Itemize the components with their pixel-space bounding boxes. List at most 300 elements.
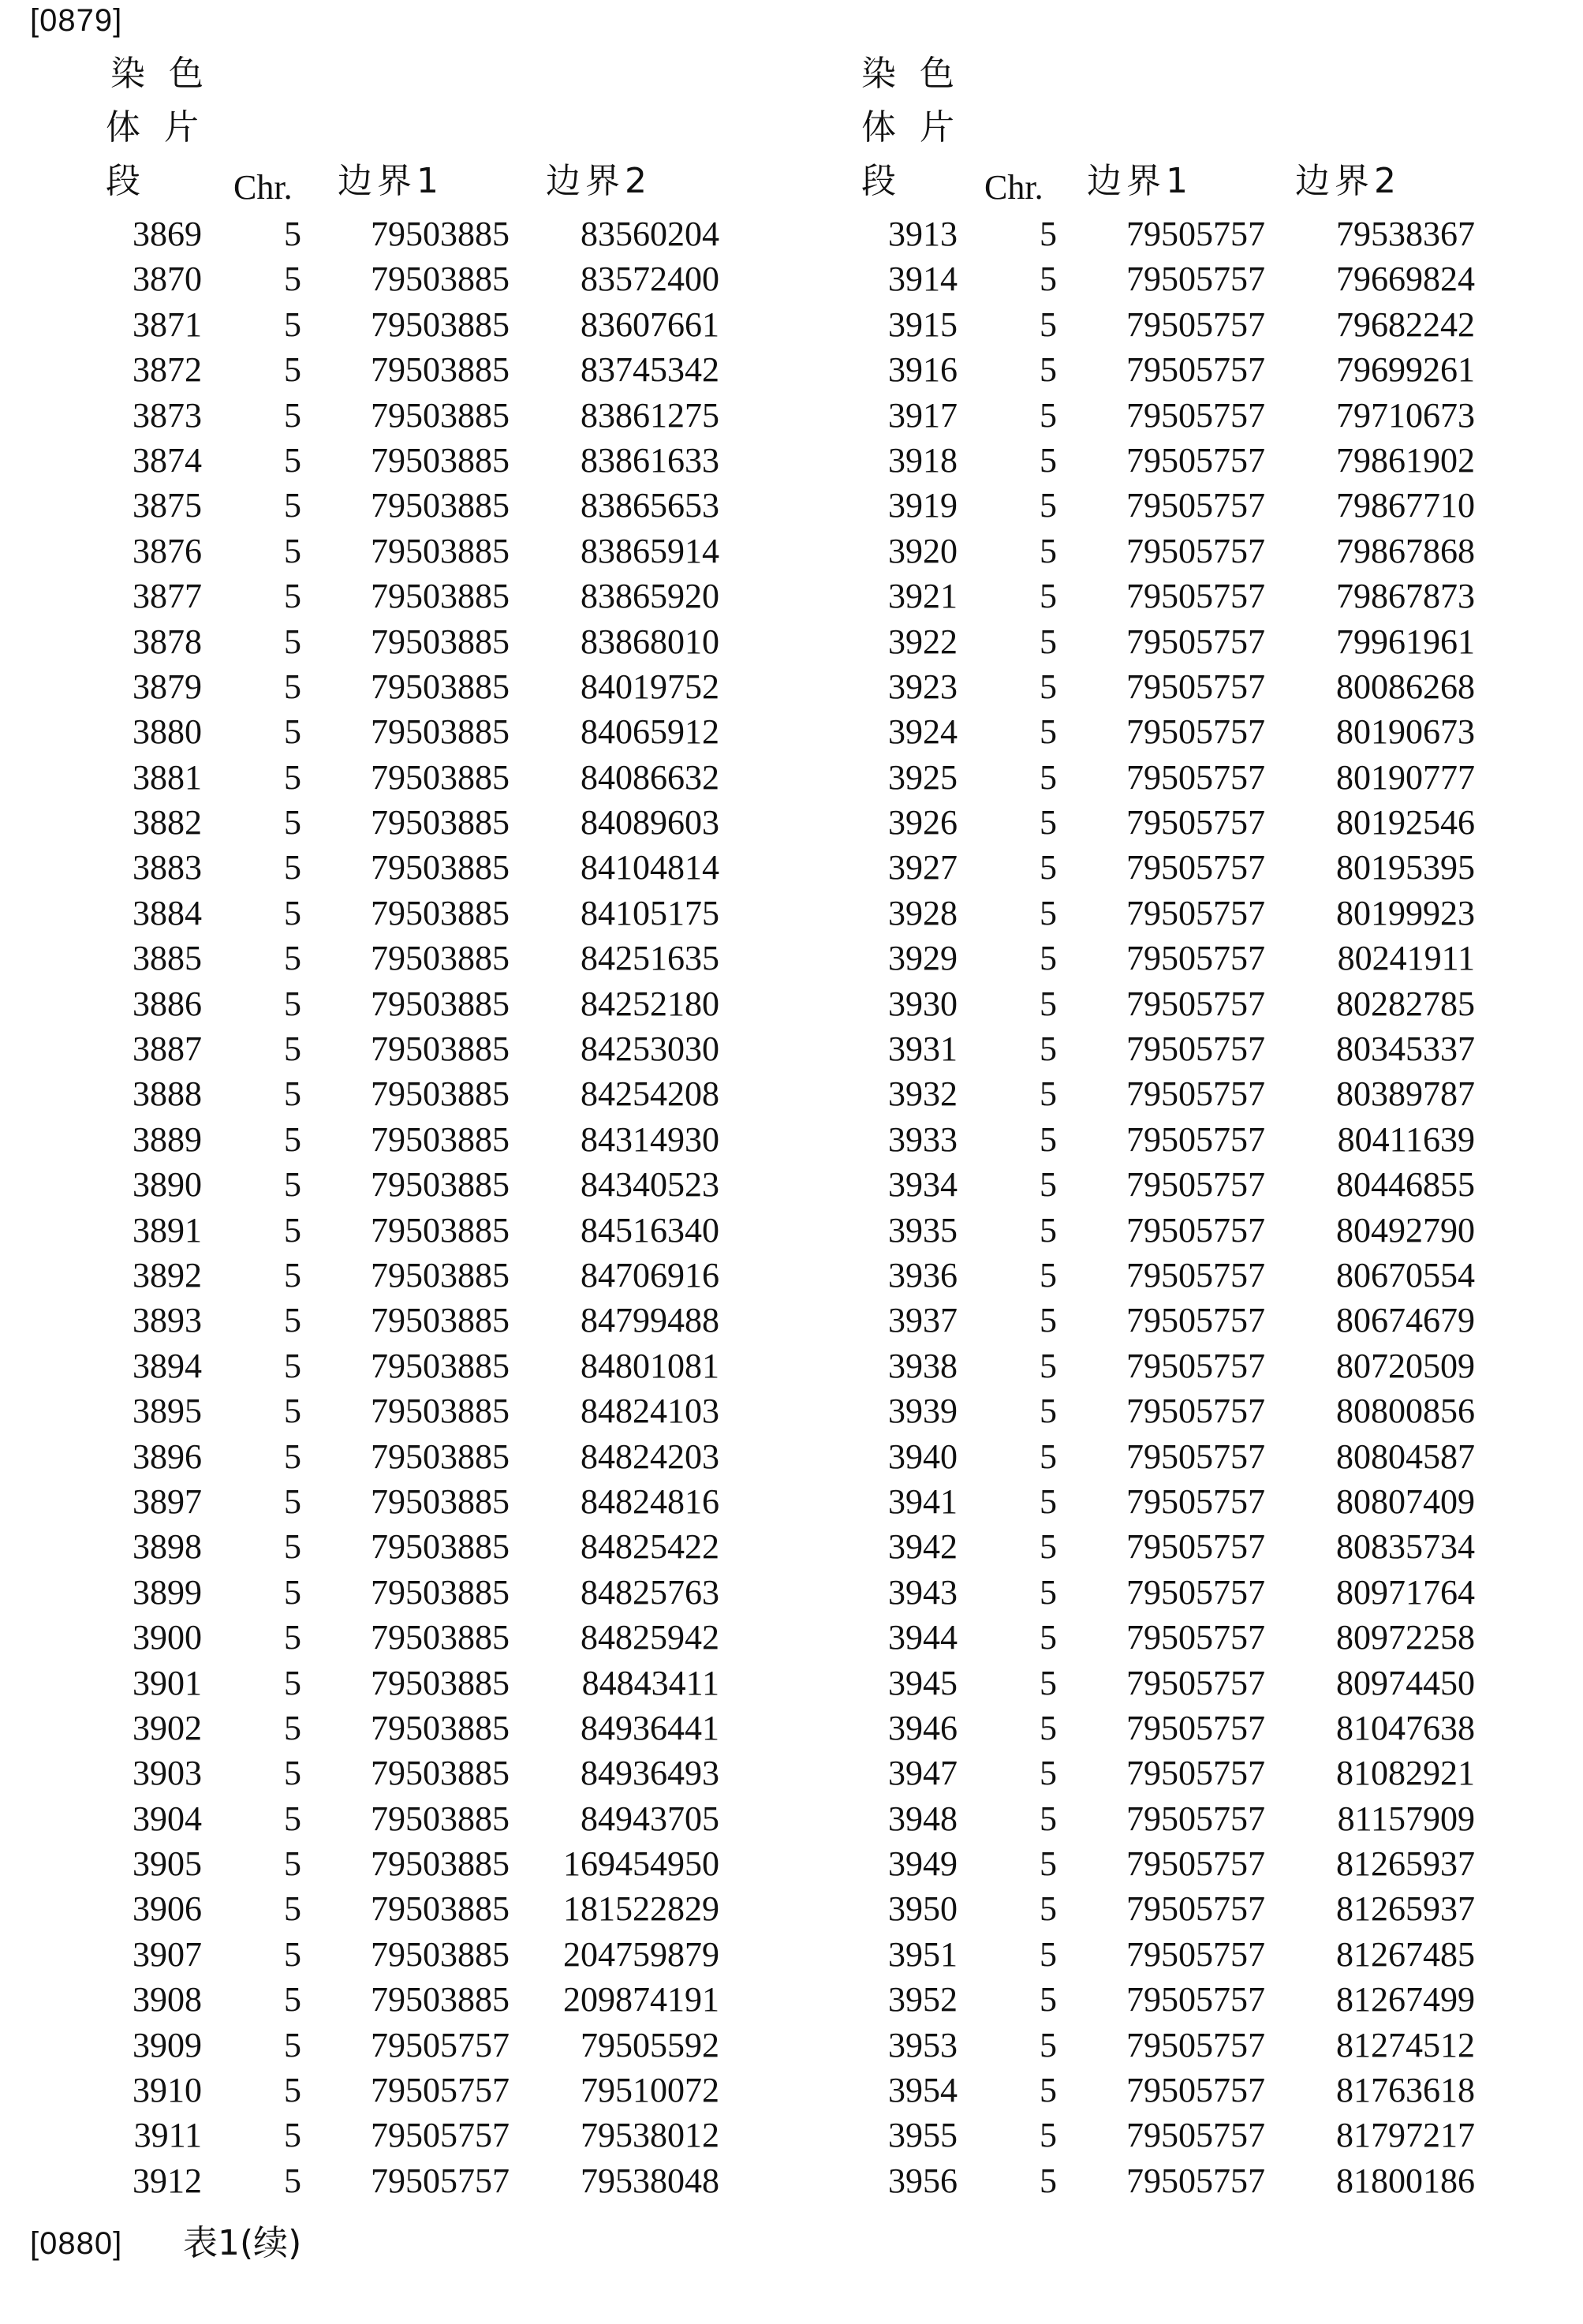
table-row [0,1253,757,1298]
chr-cell: 5 [284,803,301,843]
boundary2-cell: 84825763 [581,1572,719,1612]
chr-cell: 5 [1040,848,1057,887]
boundary2-cell: 81267499 [1336,1980,1475,2019]
chr-cell: 5 [1040,1618,1057,1657]
table-row [0,347,757,392]
table-row [0,1977,757,2022]
table-row [756,1208,1513,1253]
segment-cell: 3899 [133,1572,202,1612]
table-row [0,664,757,709]
segment-cell: 3906 [133,1889,202,1929]
boundary2-cell: 80282785 [1336,984,1475,1023]
chr-cell: 5 [1040,1210,1057,1250]
paragraph-number-top: [0879] [30,3,123,38]
segment-cell: 3922 [888,622,958,661]
segment-cell: 3910 [133,2071,202,2110]
boundary2-cell: 79682242 [1336,305,1475,344]
boundary1-cell: 79503885 [371,1119,510,1159]
segment-cell: 3956 [888,2161,958,2200]
segment-cell: 3921 [888,577,958,616]
segment-cell: 3898 [133,1527,202,1567]
boundary2-cell: 84104814 [581,848,719,887]
chr-cell: 5 [284,1708,301,1747]
table-row [0,1434,757,1479]
segment-cell: 3920 [888,531,958,570]
table-row [756,1750,1513,1795]
boundary2-cell: 83865914 [581,531,719,570]
boundary1-cell: 79505757 [371,2025,510,2064]
chr-cell: 5 [1040,1437,1057,1476]
boundary2-cell: 80800856 [1336,1392,1475,1431]
segment-cell: 3911 [133,2116,202,2155]
chr-cell: 5 [284,2161,301,2200]
chr-cell: 5 [1040,1889,1057,1929]
chr-cell: 5 [1040,803,1057,843]
segment-cell: 3872 [133,350,202,390]
chr-cell: 5 [1040,1029,1057,1069]
table-row [756,619,1513,664]
chr-cell: 5 [284,486,301,525]
chr-cell: 5 [284,260,301,299]
segment-cell: 3917 [888,395,958,435]
table-row [756,1071,1513,1116]
boundary1-cell: 79503885 [371,984,510,1023]
segment-cell: 3940 [888,1437,958,1476]
boundary1-cell: 79505757 [371,2161,510,2200]
boundary1-cell: 79503885 [371,893,510,932]
segment-cell: 3929 [888,939,958,978]
table-row [756,483,1513,528]
table-row [756,2113,1513,2158]
table-row [0,891,757,936]
boundary1-cell: 79505757 [1126,1527,1265,1567]
boundary2-cell: 84801081 [581,1346,719,1385]
segment-cell: 3893 [133,1301,202,1340]
segment-cell: 3888 [133,1074,202,1114]
boundary2-cell: 84516340 [581,1210,719,1250]
segment-cell: 3909 [133,2025,202,2064]
boundary1-cell: 79503885 [371,486,510,525]
chr-cell: 5 [284,1663,301,1702]
table-row [0,1841,757,1886]
table-row [756,2068,1513,2113]
boundary1-cell: 79505757 [1126,1029,1265,1069]
boundary1-cell: 79503885 [371,1437,510,1476]
chr-cell: 5 [1040,215,1057,253]
boundary1-cell: 79505757 [1126,395,1265,435]
segment-cell: 3950 [888,1889,958,1929]
table-rows-left [0,211,757,2203]
header-boundary2: 边界2 [1295,161,1401,201]
segment-cell: 3904 [133,1799,202,1838]
boundary1-cell: 79505757 [1126,215,1265,253]
chr-cell: 5 [1040,2116,1057,2155]
segment-cell: 3871 [133,305,202,344]
chr-cell: 5 [1040,577,1057,616]
segment-cell: 3875 [133,486,202,525]
header-segment-line3: 段 [861,161,920,201]
chr-cell: 5 [284,440,301,480]
boundary1-cell: 79505757 [1126,2161,1265,2200]
segment-cell: 3908 [133,1980,202,2019]
chr-cell: 5 [284,893,301,932]
boundary1-cell: 79503885 [371,1934,510,1974]
boundary2-cell: 83572400 [581,260,719,299]
table-row [0,574,757,618]
chr-cell: 5 [1040,1934,1057,1974]
boundary1-cell: 79505757 [1126,577,1265,616]
chr-cell: 5 [284,1980,301,2019]
chr-cell: 5 [1040,1754,1057,1793]
chr-cell: 5 [284,1889,301,1929]
table-row [0,529,757,574]
boundary2-cell: 83607661 [581,305,719,344]
chr-cell: 5 [1040,622,1057,661]
table-row [0,1026,757,1071]
boundary1-cell: 79503885 [371,1029,510,1069]
table-row [756,211,1513,256]
boundary2-cell: 80190673 [1336,712,1475,752]
boundary1-cell: 79505757 [1126,803,1265,843]
boundary2-cell: 84089603 [581,803,719,843]
boundary1-cell: 79505757 [1126,2071,1265,2110]
chr-cell: 5 [1040,1572,1057,1612]
segment-cell: 3896 [133,1437,202,1476]
table-row [756,1026,1513,1071]
boundary1-cell: 79505757 [1126,305,1265,344]
chr-cell: 5 [1040,2161,1057,2200]
table-row [756,845,1513,890]
boundary1-cell: 79505757 [1126,2025,1265,2064]
segment-cell: 3943 [888,1572,958,1612]
table-row [756,1479,1513,1524]
boundary2-cell: 80974450 [1336,1663,1475,1702]
boundary2-cell: 79510072 [581,2071,719,2110]
boundary2-cell: 80345337 [1336,1029,1475,1069]
boundary2-cell: 83560204 [581,215,719,253]
boundary1-cell: 79503885 [371,1255,510,1295]
chr-cell: 5 [284,395,301,435]
boundary1-cell: 79505757 [1126,260,1265,299]
chr-cell: 5 [1040,1255,1057,1295]
segment-cell: 3934 [888,1165,958,1205]
header-segment-line3: 段 [106,161,164,201]
segment-cell: 3878 [133,622,202,661]
boundary2-cell: 79710673 [1336,395,1475,435]
table-row [0,800,757,845]
segment-cell: 3886 [133,984,202,1023]
boundary1-cell: 79503885 [371,1392,510,1431]
boundary2-cell: 209874191 [563,1980,719,2019]
boundary2-cell: 79669824 [1336,260,1475,299]
boundary1-cell: 79505757 [1126,1437,1265,1476]
header-segment-line2: 体片 [106,107,222,148]
chr-cell: 5 [1040,2025,1057,2064]
boundary1-cell: 79503885 [371,305,510,344]
table-rows-right [756,211,1513,2203]
table-row [0,302,757,347]
segment-cell: 3900 [133,1618,202,1657]
table-row [0,709,757,754]
boundary2-cell: 81082921 [1336,1754,1475,1793]
table-row [756,709,1513,754]
boundary2-cell: 80720509 [1336,1346,1475,1385]
boundary1-cell: 79505757 [1126,440,1265,480]
boundary2-cell: 84314930 [581,1119,719,1159]
segment-cell: 3887 [133,1029,202,1069]
chr-cell: 5 [284,667,301,706]
table-row [0,755,757,800]
chr-cell: 5 [1040,305,1057,344]
boundary1-cell: 79503885 [371,757,510,797]
table-row [0,1298,757,1343]
boundary2-cell: 81763618 [1336,2071,1475,2110]
segment-cell: 3952 [888,1980,958,2019]
chr-cell: 5 [284,848,301,887]
boundary2-cell: 81267485 [1336,1934,1475,1974]
header-segment-line2: 体片 [861,107,978,148]
table-row [0,1796,757,1841]
table-row [756,936,1513,981]
boundary2-cell: 84706916 [581,1255,719,1295]
segment-cell: 3885 [133,939,202,978]
segment-cell: 3913 [888,215,958,253]
boundary2-cell: 81800186 [1336,2161,1475,2200]
boundary1-cell: 79503885 [371,1980,510,2019]
segment-cell: 3907 [133,1934,202,1974]
chr-cell: 5 [1040,1119,1057,1159]
segment-cell: 3892 [133,1255,202,1295]
segment-cell: 3905 [133,1844,202,1884]
chr-cell: 5 [284,1392,301,1431]
table-row [756,1570,1513,1615]
table-row [0,393,757,438]
table-row [0,936,757,981]
boundary2-cell: 83745342 [581,350,719,390]
paragraph-number-bottom: [0880] [30,2226,123,2261]
boundary2-cell: 84936441 [581,1708,719,1747]
chr-cell: 5 [284,939,301,978]
segment-cell: 3951 [888,1934,958,1974]
boundary1-cell: 79503885 [371,1527,510,1567]
boundary2-cell: 84843411 [581,1663,719,1702]
boundary1-cell: 79505757 [1126,1934,1265,1974]
boundary1-cell: 79503885 [371,712,510,752]
table-row [0,256,757,301]
boundary2-cell: 80492790 [1336,1210,1475,1250]
table-caption: 表1(续) [183,2223,302,2263]
chr-cell: 5 [284,1074,301,1114]
table-row [756,302,1513,347]
boundary1-cell: 79505757 [371,2116,510,2155]
segment-cell: 3915 [888,305,958,344]
segment-cell: 3948 [888,1799,958,1838]
header-boundary2: 边界2 [546,161,651,201]
segment-cell: 3889 [133,1119,202,1159]
boundary2-cell: 80807409 [1336,1481,1475,1521]
chr-cell: 5 [284,1346,301,1385]
boundary2-cell: 79867873 [1336,577,1475,616]
boundary1-cell: 79505757 [1126,1301,1265,1340]
segment-cell: 3895 [133,1392,202,1431]
boundary1-cell: 79505757 [1126,939,1265,978]
boundary1-cell: 79503885 [371,1754,510,1793]
segment-cell: 3884 [133,893,202,932]
boundary2-cell: 84105175 [581,893,719,932]
boundary1-cell: 79503885 [371,1799,510,1838]
boundary1-cell: 79505757 [1126,667,1265,706]
boundary2-cell: 84936493 [581,1754,719,1793]
chr-cell: 5 [284,757,301,797]
table-row [756,755,1513,800]
boundary2-cell: 84799488 [581,1301,719,1340]
segment-cell: 3944 [888,1618,958,1657]
boundary1-cell: 79505757 [1126,1481,1265,1521]
table-row [0,1615,757,1660]
segment-cell: 3874 [133,440,202,480]
chr-cell: 5 [284,1029,301,1069]
table-row [756,664,1513,709]
segment-cell: 3936 [888,1255,958,1295]
segment-cell: 3870 [133,260,202,299]
chr-cell: 5 [284,1934,301,1974]
boundary2-cell: 81265937 [1336,1844,1475,1884]
boundary2-cell: 84825422 [581,1527,719,1567]
chr-cell: 5 [1040,260,1057,299]
boundary2-cell: 84340523 [581,1165,719,1205]
segment-cell: 3933 [888,1119,958,1159]
table-row [0,438,757,483]
segment-cell: 3916 [888,350,958,390]
boundary1-cell: 79503885 [371,1844,510,1884]
chr-cell: 5 [284,712,301,752]
boundary1-cell: 79505757 [1126,2116,1265,2155]
chr-cell: 5 [284,1481,301,1521]
boundary1-cell: 79503885 [371,1210,510,1250]
segment-cell: 3891 [133,1210,202,1250]
segment-cell: 3883 [133,848,202,887]
segment-cell: 3927 [888,848,958,887]
table-row [0,1071,757,1116]
segment-cell: 3942 [888,1527,958,1567]
boundary2-cell: 84251635 [581,939,719,978]
chr-cell: 5 [1040,1346,1057,1385]
chr-cell: 5 [284,1301,301,1340]
boundary2-cell: 83861275 [581,395,719,435]
chr-cell: 5 [284,2071,301,2110]
boundary1-cell: 79505757 [1126,848,1265,887]
segment-cell: 3925 [888,757,958,797]
chr-cell: 5 [1040,757,1057,797]
boundary1-cell: 79505757 [1126,1572,1265,1612]
segment-cell: 3918 [888,440,958,480]
boundary2-cell: 79867868 [1336,531,1475,570]
segment-cell: 3953 [888,2025,958,2064]
segment-cell: 3890 [133,1165,202,1205]
boundary1-cell: 79503885 [371,1074,510,1114]
segment-cell: 3880 [133,712,202,752]
boundary2-cell: 84824816 [581,1481,719,1521]
boundary1-cell: 79505757 [1126,1980,1265,2019]
table-row [756,2023,1513,2068]
boundary2-cell: 80192546 [1336,803,1475,843]
boundary2-cell: 84065912 [581,712,719,752]
boundary2-cell: 84254208 [581,1074,719,1114]
chr-cell: 5 [1040,712,1057,752]
segment-cell: 3926 [888,803,958,843]
chr-cell: 5 [284,1527,301,1567]
table-row [0,981,757,1026]
boundary2-cell: 80389787 [1336,1074,1475,1114]
chr-cell: 5 [1040,1392,1057,1431]
table-row [756,1524,1513,1569]
header-boundary1: 边界1 [338,161,443,201]
segment-cell: 3945 [888,1663,958,1702]
chr-cell: 5 [1040,350,1057,390]
segment-cell: 3881 [133,757,202,797]
chr-cell: 5 [1040,2071,1057,2110]
chr-cell: 5 [1040,1663,1057,1702]
chr-cell: 5 [284,622,301,661]
header-chr: Chr. [233,168,293,207]
boundary1-cell: 79503885 [371,1165,510,1205]
chr-cell: 5 [284,2025,301,2064]
table-row [756,891,1513,936]
boundary2-cell: 204759879 [563,1934,719,1974]
boundary1-cell: 79505757 [1126,984,1265,1023]
boundary2-cell: 80241911 [1337,939,1475,978]
segment-cell: 3928 [888,893,958,932]
table-row [0,2023,757,2068]
boundary1-cell: 79505757 [1126,1392,1265,1431]
boundary1-cell: 79503885 [371,1618,510,1657]
table-row [0,1479,757,1524]
chr-cell: 5 [284,1572,301,1612]
segment-cell: 3938 [888,1346,958,1385]
boundary2-cell: 80195395 [1336,848,1475,887]
table-row [756,1388,1513,1433]
table-row [0,1886,757,1931]
segment-cell: 3912 [133,2161,202,2200]
table-row [0,2158,757,2203]
chr-cell: 5 [284,1618,301,1657]
boundary1-cell: 79503885 [371,215,510,253]
boundary2-cell: 83868010 [581,622,719,661]
segment-cell: 3924 [888,712,958,752]
table-row [756,1661,1513,1706]
segment-cell: 3882 [133,803,202,843]
boundary1-cell: 79505757 [1126,712,1265,752]
boundary2-cell: 79505592 [581,2025,719,2064]
chr-cell: 5 [1040,1074,1057,1114]
segment-cell: 3914 [888,260,958,299]
chr-cell: 5 [284,215,301,253]
segment-cell: 3937 [888,1301,958,1340]
table-row [756,2158,1513,2203]
segment-cell: 3931 [888,1029,958,1069]
boundary2-cell: 169454950 [563,1844,719,1884]
table-row [756,1932,1513,1977]
boundary2-cell: 84825942 [581,1618,719,1657]
boundary1-cell: 79503885 [371,803,510,843]
boundary2-cell: 83865653 [581,486,719,525]
boundary2-cell: 81265937 [1336,1889,1475,1929]
segment-cell: 3873 [133,395,202,435]
boundary1-cell: 79505757 [1126,622,1265,661]
boundary2-cell: 84086632 [581,757,719,797]
boundary2-cell: 84019752 [581,667,719,706]
header-boundary1: 边界1 [1087,161,1193,201]
